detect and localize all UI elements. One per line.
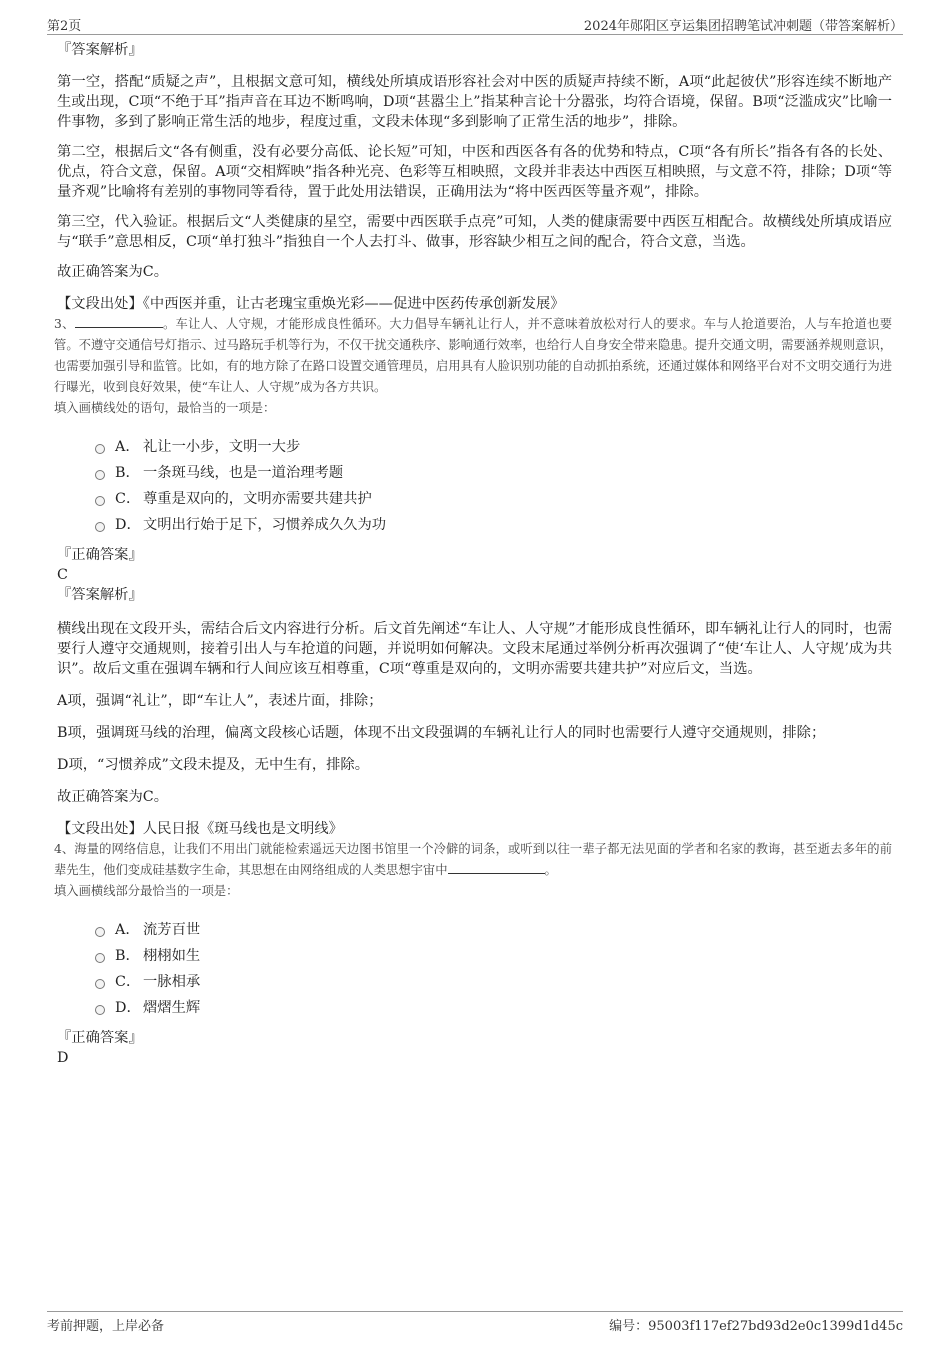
- document-id: 编号：95003f117ef27bd93d2e0c1399d1d45c: [609, 1319, 903, 1334]
- radio-icon[interactable]: [95, 522, 105, 532]
- q3-number: 3、: [54, 317, 75, 331]
- q4-option-c[interactable]: [95, 968, 892, 994]
- q4-options: [95, 916, 892, 1020]
- q4-option-a[interactable]: [95, 916, 892, 942]
- q4-stem-end: 。: [544, 863, 557, 877]
- radio-icon[interactable]: [95, 979, 105, 989]
- q3-analysis-para-1: 横线出现在文段开头，需结合后文内容进行分析。后文首先阐述“车让人、人守规”才能形成良性循环，即车辆礼让行人的同时，也需要行人遵守交通规则，接着引出人与车抢道的问题，并说明如何解决。文段末尾通过举例分析再次强调了“使‘车让人、人守规’成为共识”。故后文重在强调车辆和行人间应该互相尊重，C项“尊重是双向的，文明亦需要共建共护”对应后文，当选。: [57, 621, 892, 677]
- option-letter: C．: [115, 491, 141, 507]
- q3-option-c[interactable]: [95, 485, 892, 511]
- option-text: 栩栩如生: [143, 948, 201, 964]
- q4-option-b[interactable]: [95, 942, 892, 968]
- page-header: [47, 14, 903, 35]
- q3-prompt: 填入画横线处的语句，最恰当的一项是：: [54, 401, 276, 415]
- q2-source: 【文段出处】《中西医并重，让古老瑰宝重焕光彩——促进中医药传承创新发展》: [57, 296, 565, 312]
- q3-analysis-label: 『答案解析』: [57, 587, 143, 603]
- radio-icon[interactable]: [95, 496, 105, 506]
- option-text: 一脉相承: [143, 974, 201, 990]
- option-text: 文明出行始于足下，习惯养成久久为功: [143, 517, 387, 533]
- q2-analysis-label: 『答案解析』: [57, 42, 143, 58]
- q3-option-b[interactable]: [95, 459, 892, 485]
- option-letter: C．: [115, 974, 141, 990]
- q3-option-d[interactable]: [95, 511, 892, 537]
- q3-answer-label: 『正确答案』: [57, 547, 143, 563]
- q3-stem: [54, 314, 892, 398]
- page-content: [54, 40, 892, 1068]
- radio-icon[interactable]: [95, 953, 105, 963]
- q3-analysis-option-d: D项，“习惯养成”文段未提及，无中生有，排除。: [57, 757, 370, 773]
- q4-answer: D: [57, 1050, 69, 1066]
- option-text: 流芳百世: [143, 922, 201, 938]
- q3-analysis-option-a: A项，强调“礼让”，即“车让人”，表述片面，排除；: [57, 693, 383, 709]
- option-text: 一条斑马线，也是一道治理考题: [143, 465, 344, 481]
- option-letter: D．: [115, 517, 141, 533]
- q4-stem: [54, 839, 892, 881]
- q3-option-a[interactable]: [95, 433, 892, 459]
- q2-analysis-para-1: 第一空，搭配“质疑之声”，且根据文意可知，横线处所填成语形容社会对中医的质疑声持续不断，A项“此起彼伏”形容连续不断地产生或出现，C项“不绝于耳”指声音在耳边不断鸣响，D项“甚嚣尘上”指某种言论十分嚣张，均符合语境，保留。B项“泛滥成灾”比喻一件事物，多到了影响正常生活的地步，程度过重，文段未体现“多到影响了正常生活的地步”，排除。: [57, 74, 892, 130]
- q3-conclusion: 故正确答案为C。: [57, 789, 169, 805]
- q2-analysis-para-3: 第三空，代入验证。根据后文“人类健康的星空，需要中西医联手点亮”可知，人类的健康需要中西医互相配合。故横线处所填成语应与“联手”意思相反，C项“单打独斗”指独自一个人去打斗、做事，形容缺少相互之间的配合，符合文意，当选。: [57, 214, 892, 250]
- q3-answer: C: [57, 567, 68, 583]
- q4-answer-label: 『正确答案』: [57, 1030, 143, 1046]
- option-text: 尊重是双向的，文明亦需要共建共护: [143, 491, 372, 507]
- q3-source: 【文段出处】人民日报《斑马线也是文明线》: [57, 821, 343, 837]
- q4-prompt: 填入画横线部分最恰当的一项是：: [54, 884, 239, 898]
- radio-icon[interactable]: [95, 1005, 105, 1015]
- option-text: 礼让一小步，文明一大步: [143, 439, 301, 455]
- radio-icon[interactable]: [95, 444, 105, 454]
- q2-conclusion: 故正确答案为C。: [57, 264, 169, 280]
- q3-options: [95, 433, 892, 537]
- document-title: 2024年郧阳区亨运集团招聘笔试冲刺题（带答案解析）: [583, 19, 903, 34]
- q3-blank: [75, 316, 163, 328]
- option-letter: A．: [115, 439, 140, 455]
- q4-option-d[interactable]: [95, 994, 892, 1020]
- option-letter: B．: [115, 948, 140, 964]
- option-letter: A．: [115, 922, 140, 938]
- page-number: 第2页: [47, 19, 82, 34]
- radio-icon[interactable]: [95, 470, 105, 480]
- q4-stem-text: 4、海量的网络信息，让我们不用出门就能检索遥远天边图书馆里一个冷僻的词条，或听到以往一辈子都无法见面的学者和名家的教诲，甚至逝去多年的前辈先生，他们变成硅基数字生命，其思想在由网络组成的人类思想宇宙中: [54, 842, 892, 877]
- footer-slogan: 考前押题，上岸必备: [47, 1319, 165, 1334]
- option-letter: B．: [115, 465, 140, 481]
- option-text: 熠熠生辉: [143, 1000, 201, 1016]
- q3-stem-text: 。车让人、人守规，才能形成良性循环。大力倡导车辆礼让行人，并不意味着放松对行人的要求。车与人抢道要治，人与车抢道也要管。不遵守交通信号灯指示、过马路玩手机等行为，不仅干扰交通秩序、影响通行效率，也给行人自身安全带来隐患。提升交通文明，需要涵养规则意识，也需要加强引导和监管。比如，有的地方除了在路口设置交通管理员，启用具有人脸识别功能的自动抓拍系统，还通过媒体和网络平台对不文明交通行为进行曝光，收到良好效果，使“车让人、人守规”成为各方共识。: [54, 317, 892, 394]
- q4-blank: [448, 862, 545, 874]
- q2-analysis-para-2: 第二空，根据后文“各有侧重，没有必要分高低、论长短”可知，中医和西医各有各的优势和特点，C项“各有所长”指各有各的长处、优点，符合文意，保留。A项“交相辉映”指各种光亮、色彩等互相映照，文段并非表达中西医互相映照，与文意不符，排除；D项“等量齐观”比喻将有差别的事物同等看待，置于此处用法错误，正确用法为“将中医西医等量齐观”，排除。: [57, 144, 892, 200]
- page-footer: [47, 1311, 903, 1334]
- radio-icon[interactable]: [95, 927, 105, 937]
- option-letter: D．: [115, 1000, 141, 1016]
- q3-analysis-option-b: B项，强调斑马线的治理，偏离文段核心话题，体现不出文段强调的车辆礼让行人的同时也需要行人遵守交通规则，排除；: [57, 725, 826, 741]
